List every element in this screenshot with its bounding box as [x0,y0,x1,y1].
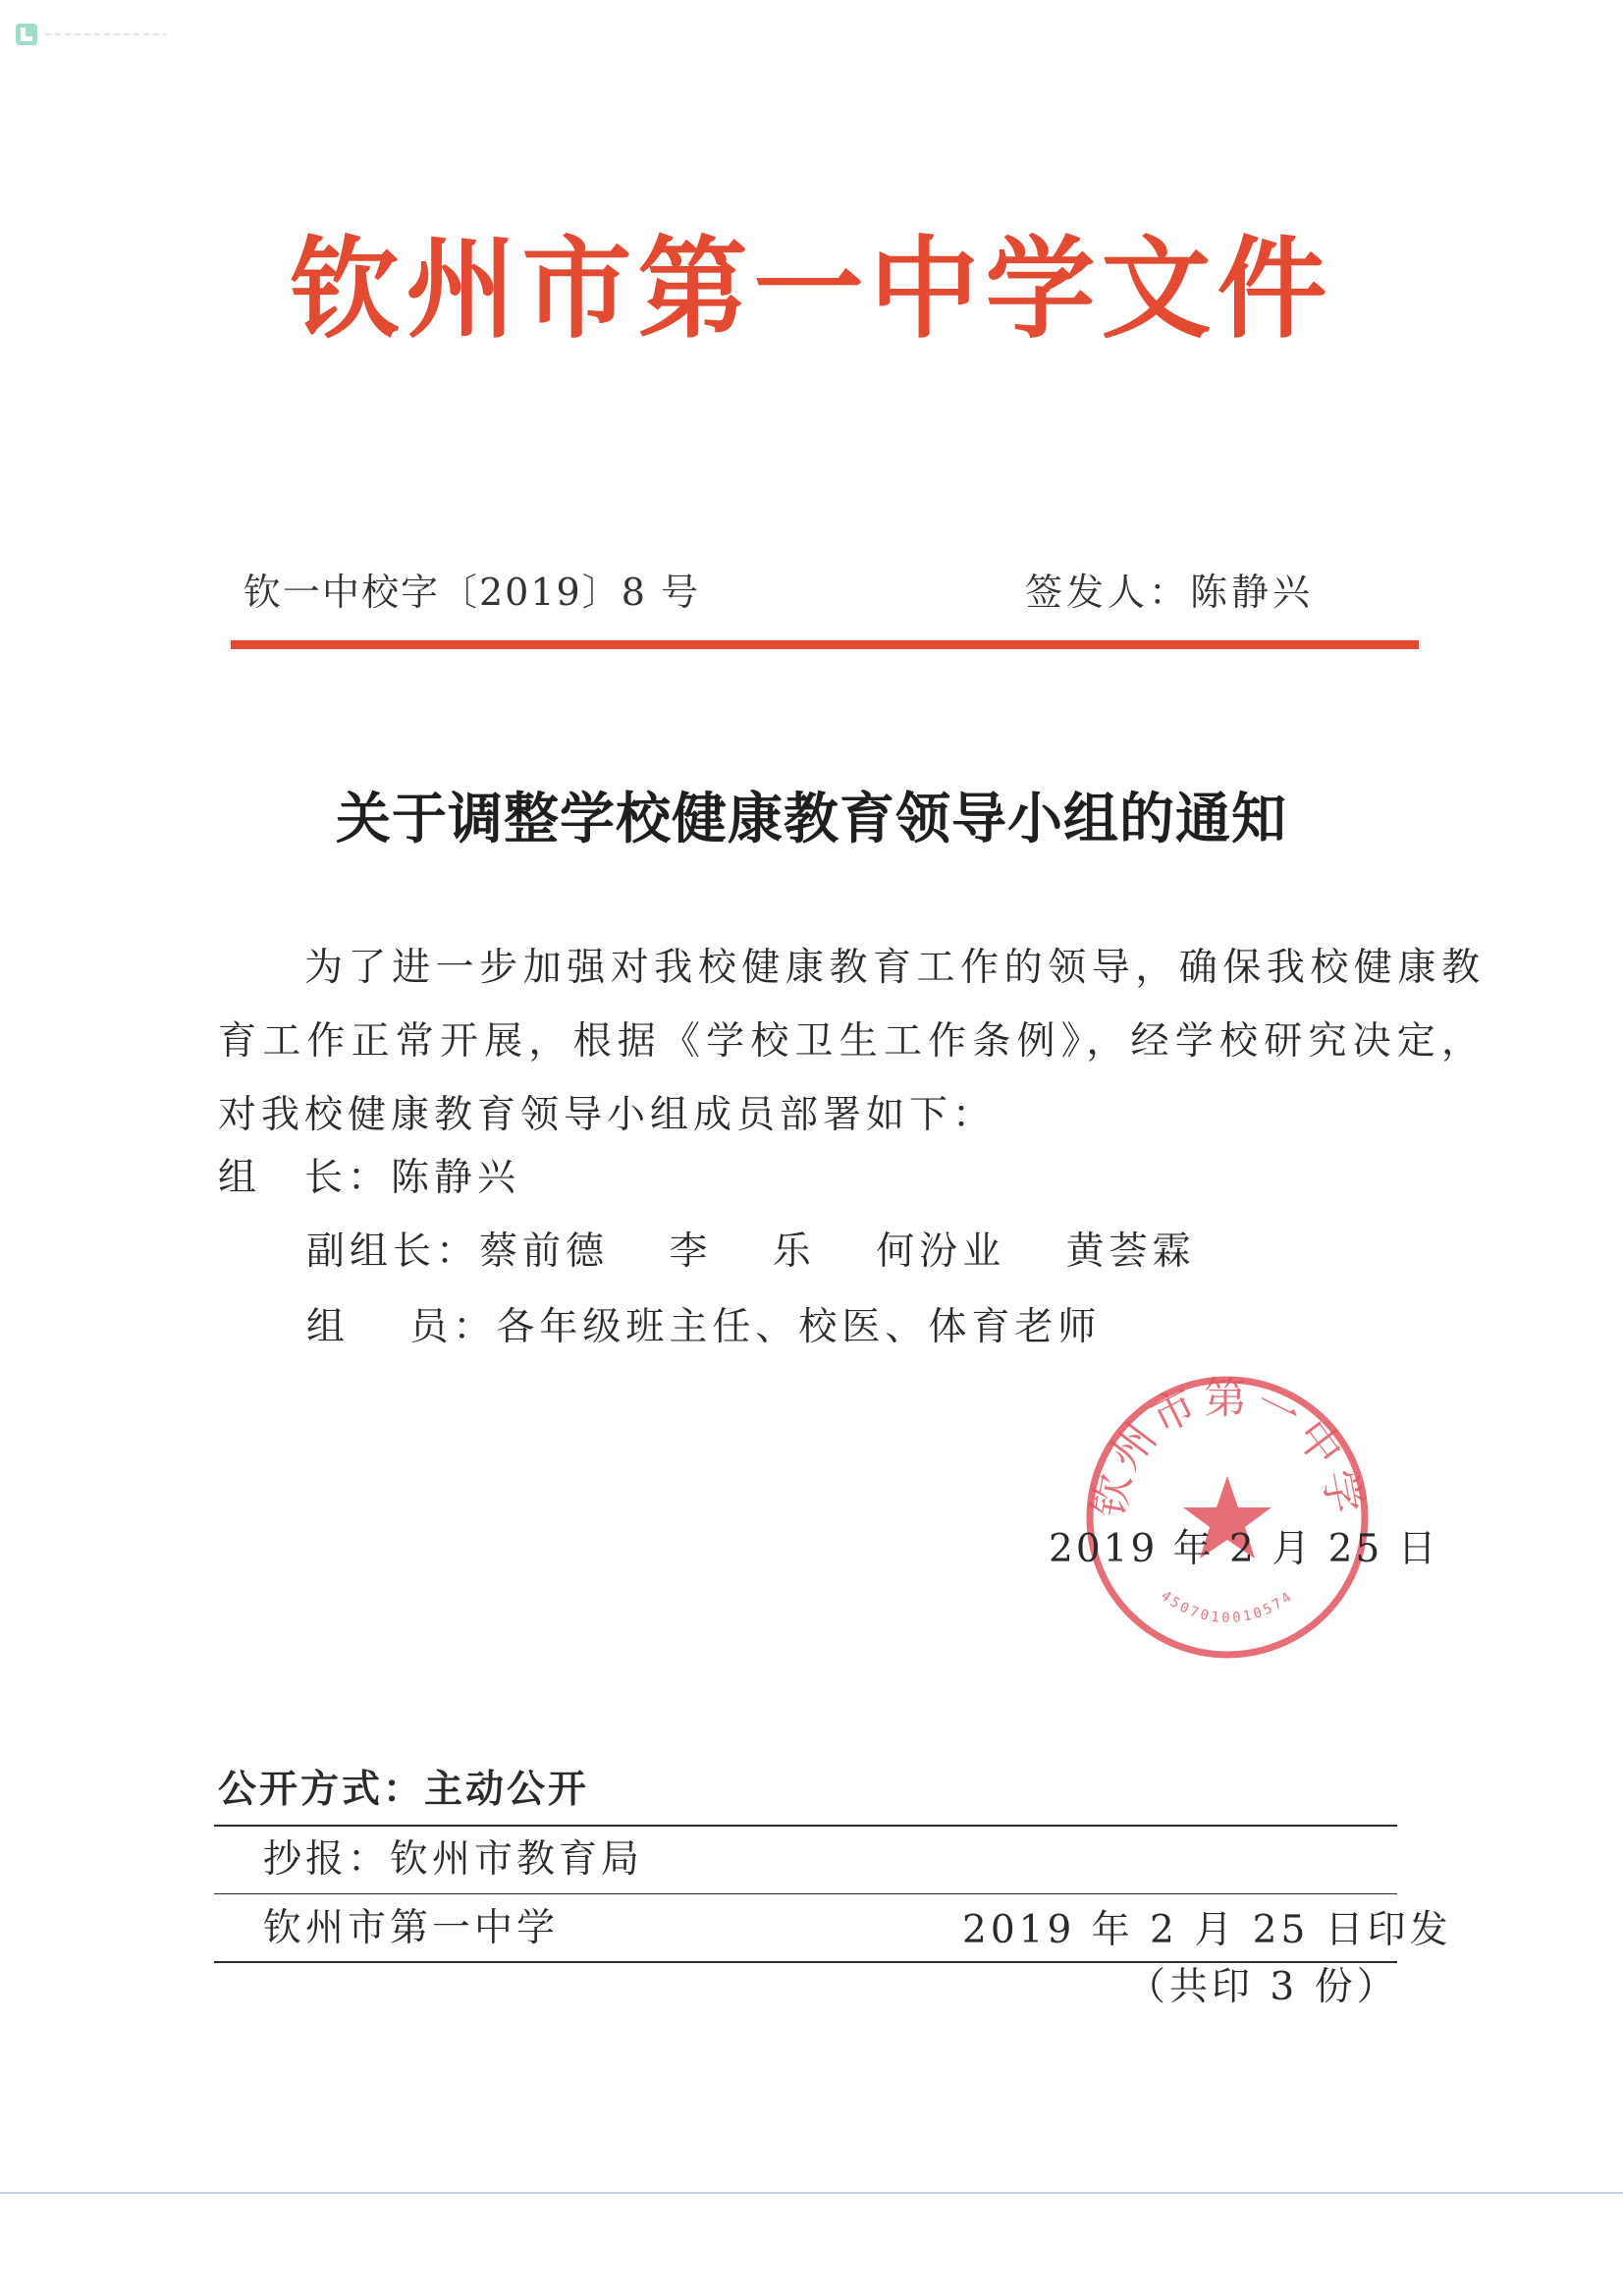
notice-body [218,931,1485,1152]
footer-rule-top [214,1825,1397,1827]
document-header-title: 钦州市第一中学文件 [290,226,1333,354]
scan-edge-line [0,2192,1623,2194]
notice-paragraph: 为了进一步加强对我校健康教育工作的领导，确保我校健康教育工作正常开展，根据《学校卫生工作条例》，经学校研究决定，对我校健康教育领导小组成员部署如下： [218,946,1485,1137]
notice-title: 关于调整学校健康教育领导小组的通知 [336,788,1287,851]
watermark-logo-icon [14,22,171,47]
reference-row [243,565,1314,620]
document-number: 钦一中校字〔2019〕8 号 [243,571,700,614]
seal-text: 钦州市第一中学 [1084,1373,1371,1522]
disclosure-mode: 公开方式：主动公开 [218,1768,590,1812]
official-seal-icon [1070,1360,1384,1674]
issue-date: 2019 年 2 月 25 日印发 [962,1908,1452,1952]
signing-date: 2019 年 2 月 25 日 [1049,1527,1439,1571]
footer-rule-middle [214,1893,1397,1894]
copy-count: （共印 3 份） [1127,1965,1399,2009]
members-line: 组 员：各年级班主任、校医、体育老师 [306,1305,1102,1349]
issuing-school: 钦州市第一中学 [263,1906,560,1950]
cc-recipient: 抄报：钦州市教育局 [263,1837,644,1882]
svg-text:4507010010574 [1158,1588,1297,1626]
red-divider [231,640,1419,649]
issuer-label: 签发人：陈静兴 [1024,571,1314,614]
seal-code: 4507010010574 [1158,1588,1297,1626]
deputy-leaders-line: 副组长：蔡前德 李 乐 何汾业 黄荟霖 [306,1230,1196,1274]
leader-line: 组 长：陈静兴 [218,1156,521,1200]
